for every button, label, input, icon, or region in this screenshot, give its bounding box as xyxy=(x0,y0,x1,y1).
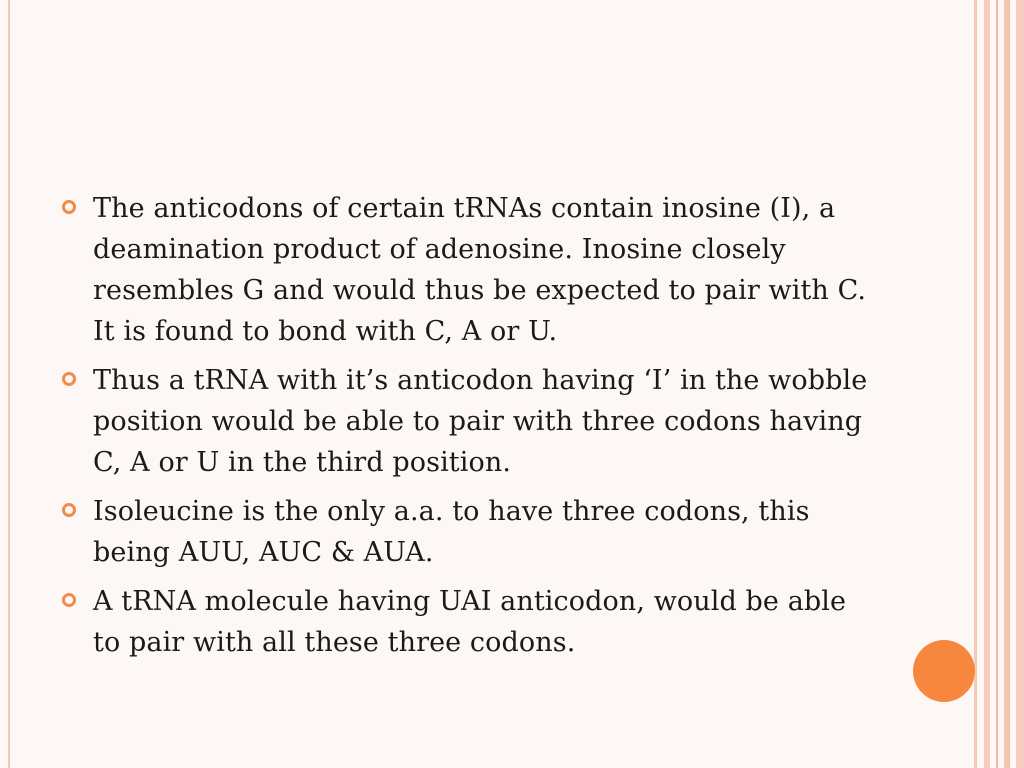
decorative-orange-circle xyxy=(913,640,975,702)
left-border-line xyxy=(8,0,10,768)
bullet-circle-icon xyxy=(62,593,76,607)
bullet-text: Thus a tRNA with it’s anticodon having ‘I’ in the wobble position would be able to pair with three codons having C, A or U in the third position. xyxy=(93,365,868,478)
bullet-item xyxy=(62,491,882,573)
bullet-item xyxy=(62,188,882,352)
stripe-4 xyxy=(1004,0,1010,768)
stripe-3 xyxy=(996,0,998,768)
bullet-text: The anticodons of certain tRNAs contain inosine (I), a deamination product of adenosine. Inosine closely resembles G and would thus be expected to pair with C. It is found to bond with C, A or U. xyxy=(93,193,867,347)
bullet-circle-icon xyxy=(62,372,76,386)
stripe-2 xyxy=(984,0,990,768)
stripe-5 xyxy=(1016,0,1024,768)
bullet-list xyxy=(62,188,882,671)
bullet-text: Isoleucine is the only a.a. to have three codons, this being AUU, AUC & AUA. xyxy=(93,496,810,568)
stripe-1 xyxy=(974,0,977,768)
bullet-item xyxy=(62,360,882,483)
right-border-stripes xyxy=(974,0,1024,768)
bullet-circle-icon xyxy=(62,503,76,517)
bullet-circle-icon xyxy=(62,200,76,214)
bullet-item xyxy=(62,581,882,663)
bullet-text: A tRNA molecule having UAI anticodon, would be able to pair with all these three codons. xyxy=(93,586,847,658)
